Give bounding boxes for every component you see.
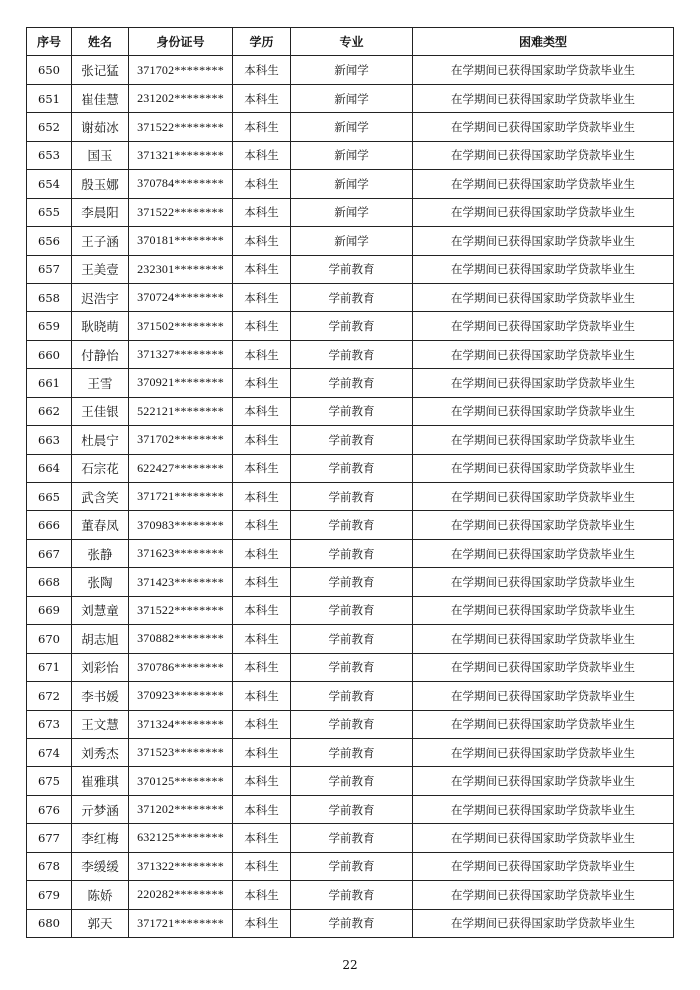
- difficulty-type-cell: 在学期间已获得国家助学贷款毕业生: [413, 397, 674, 425]
- education-cell: 本科生: [233, 141, 291, 169]
- id-number-cell: 371702********: [129, 56, 233, 84]
- id-number-cell: 522121********: [129, 397, 233, 425]
- id-number-cell: 370724********: [129, 283, 233, 311]
- table-row: [27, 340, 674, 368]
- major-cell: 学前教育: [291, 340, 413, 368]
- id-number-cell: 371522********: [129, 113, 233, 141]
- header-name: 姓名: [72, 28, 129, 56]
- major-cell: 学前教育: [291, 795, 413, 823]
- id-number-cell: 371721********: [129, 483, 233, 511]
- education-cell: 本科生: [233, 397, 291, 425]
- serial-number-cell: 667: [27, 539, 72, 567]
- table-row: [27, 596, 674, 624]
- id-number-cell: 370125********: [129, 767, 233, 795]
- name-cell: 张记猛: [72, 56, 129, 84]
- serial-number-cell: 654: [27, 170, 72, 198]
- difficulty-type-cell: 在学期间已获得国家助学贷款毕业生: [413, 56, 674, 84]
- table-row: [27, 881, 674, 909]
- education-cell: 本科生: [233, 767, 291, 795]
- serial-number-cell: 658: [27, 283, 72, 311]
- education-cell: 本科生: [233, 596, 291, 624]
- id-number-cell: 371522********: [129, 596, 233, 624]
- table-row: [27, 852, 674, 880]
- serial-number-cell: 679: [27, 881, 72, 909]
- name-cell: 殷玉娜: [72, 170, 129, 198]
- difficulty-type-cell: 在学期间已获得国家助学贷款毕业生: [413, 84, 674, 112]
- education-cell: 本科生: [233, 255, 291, 283]
- table-row: [27, 227, 674, 255]
- id-number-cell: 371321********: [129, 141, 233, 169]
- difficulty-type-cell: 在学期间已获得国家助学贷款毕业生: [413, 198, 674, 226]
- name-cell: 国玉: [72, 141, 129, 169]
- major-cell: 学前教育: [291, 312, 413, 340]
- major-cell: 学前教育: [291, 255, 413, 283]
- header-id-number: 身份证号: [129, 28, 233, 56]
- table-header-row: [27, 28, 674, 56]
- id-number-cell: 371523********: [129, 738, 233, 766]
- major-cell: 学前教育: [291, 397, 413, 425]
- serial-number-cell: 672: [27, 682, 72, 710]
- serial-number-cell: 673: [27, 710, 72, 738]
- difficulty-type-cell: 在学期间已获得国家助学贷款毕业生: [413, 795, 674, 823]
- id-number-cell: 370181********: [129, 227, 233, 255]
- serial-number-cell: 665: [27, 483, 72, 511]
- table-row: [27, 426, 674, 454]
- education-cell: 本科生: [233, 511, 291, 539]
- major-cell: 学前教育: [291, 767, 413, 795]
- difficulty-type-cell: 在学期间已获得国家助学贷款毕业生: [413, 227, 674, 255]
- name-cell: 王子涵: [72, 227, 129, 255]
- table-row: [27, 483, 674, 511]
- table-row: [27, 824, 674, 852]
- name-cell: 王佳银: [72, 397, 129, 425]
- difficulty-type-cell: 在学期间已获得国家助学贷款毕业生: [413, 767, 674, 795]
- major-cell: 学前教育: [291, 682, 413, 710]
- major-cell: 学前教育: [291, 824, 413, 852]
- education-cell: 本科生: [233, 881, 291, 909]
- serial-number-cell: 663: [27, 426, 72, 454]
- id-number-cell: 371423********: [129, 568, 233, 596]
- name-cell: 亓梦涵: [72, 795, 129, 823]
- table-row: [27, 312, 674, 340]
- education-cell: 本科生: [233, 170, 291, 198]
- education-cell: 本科生: [233, 824, 291, 852]
- serial-number-cell: 664: [27, 454, 72, 482]
- difficulty-type-cell: 在学期间已获得国家助学贷款毕业生: [413, 682, 674, 710]
- education-cell: 本科生: [233, 710, 291, 738]
- name-cell: 张陶: [72, 568, 129, 596]
- difficulty-type-cell: 在学期间已获得国家助学贷款毕业生: [413, 426, 674, 454]
- difficulty-type-cell: 在学期间已获得国家助学贷款毕业生: [413, 653, 674, 681]
- name-cell: 李晨阳: [72, 198, 129, 226]
- serial-number-cell: 659: [27, 312, 72, 340]
- table-row: [27, 625, 674, 653]
- education-cell: 本科生: [233, 84, 291, 112]
- serial-number-cell: 671: [27, 653, 72, 681]
- table-row: [27, 397, 674, 425]
- education-cell: 本科生: [233, 738, 291, 766]
- header-education: 学历: [233, 28, 291, 56]
- id-number-cell: 371502********: [129, 312, 233, 340]
- serial-number-cell: 675: [27, 767, 72, 795]
- table-row: [27, 454, 674, 482]
- name-cell: 李书媛: [72, 682, 129, 710]
- table-row: [27, 198, 674, 226]
- major-cell: 学前教育: [291, 568, 413, 596]
- major-cell: 新闻学: [291, 84, 413, 112]
- difficulty-type-cell: 在学期间已获得国家助学贷款毕业生: [413, 881, 674, 909]
- major-cell: 学前教育: [291, 909, 413, 937]
- name-cell: 王文慧: [72, 710, 129, 738]
- education-cell: 本科生: [233, 283, 291, 311]
- major-cell: 学前教育: [291, 283, 413, 311]
- name-cell: 王美壹: [72, 255, 129, 283]
- name-cell: 董春凤: [72, 511, 129, 539]
- difficulty-type-cell: 在学期间已获得国家助学贷款毕业生: [413, 113, 674, 141]
- difficulty-type-cell: 在学期间已获得国家助学贷款毕业生: [413, 568, 674, 596]
- education-cell: 本科生: [233, 369, 291, 397]
- major-cell: 学前教育: [291, 625, 413, 653]
- education-cell: 本科生: [233, 539, 291, 567]
- difficulty-type-cell: 在学期间已获得国家助学贷款毕业生: [413, 511, 674, 539]
- table-row: [27, 255, 674, 283]
- difficulty-type-cell: 在学期间已获得国家助学贷款毕业生: [413, 369, 674, 397]
- name-cell: 崔雅琪: [72, 767, 129, 795]
- id-number-cell: 231202********: [129, 84, 233, 112]
- difficulty-type-cell: 在学期间已获得国家助学贷款毕业生: [413, 283, 674, 311]
- name-cell: 刘慧童: [72, 596, 129, 624]
- serial-number-cell: 669: [27, 596, 72, 624]
- table-row: [27, 113, 674, 141]
- name-cell: 迟浩宇: [72, 283, 129, 311]
- table-row: [27, 56, 674, 84]
- serial-number-cell: 661: [27, 369, 72, 397]
- table-row: [27, 710, 674, 738]
- id-number-cell: 371721********: [129, 909, 233, 937]
- student-roster-table: [26, 27, 674, 938]
- major-cell: 学前教育: [291, 710, 413, 738]
- major-cell: 新闻学: [291, 227, 413, 255]
- major-cell: 学前教育: [291, 653, 413, 681]
- id-number-cell: 371324********: [129, 710, 233, 738]
- major-cell: 学前教育: [291, 483, 413, 511]
- name-cell: 李缓缓: [72, 852, 129, 880]
- id-number-cell: 370784********: [129, 170, 233, 198]
- serial-number-cell: 657: [27, 255, 72, 283]
- id-number-cell: 370882********: [129, 625, 233, 653]
- serial-number-cell: 677: [27, 824, 72, 852]
- id-number-cell: 370923********: [129, 682, 233, 710]
- serial-number-cell: 676: [27, 795, 72, 823]
- name-cell: 李红梅: [72, 824, 129, 852]
- serial-number-cell: 662: [27, 397, 72, 425]
- table-row: [27, 539, 674, 567]
- id-number-cell: 632125********: [129, 824, 233, 852]
- education-cell: 本科生: [233, 852, 291, 880]
- serial-number-cell: 651: [27, 84, 72, 112]
- name-cell: 陈娇: [72, 881, 129, 909]
- difficulty-type-cell: 在学期间已获得国家助学贷款毕业生: [413, 454, 674, 482]
- page-number: 22: [342, 958, 358, 972]
- difficulty-type-cell: 在学期间已获得国家助学贷款毕业生: [413, 255, 674, 283]
- serial-number-cell: 660: [27, 340, 72, 368]
- name-cell: 杜晨宁: [72, 426, 129, 454]
- major-cell: 学前教育: [291, 426, 413, 454]
- education-cell: 本科生: [233, 568, 291, 596]
- difficulty-type-cell: 在学期间已获得国家助学贷款毕业生: [413, 909, 674, 937]
- education-cell: 本科生: [233, 340, 291, 368]
- table-row: [27, 511, 674, 539]
- education-cell: 本科生: [233, 795, 291, 823]
- table-row: [27, 682, 674, 710]
- id-number-cell: 371522********: [129, 198, 233, 226]
- difficulty-type-cell: 在学期间已获得国家助学贷款毕业生: [413, 710, 674, 738]
- serial-number-cell: 674: [27, 738, 72, 766]
- id-number-cell: 622427********: [129, 454, 233, 482]
- major-cell: 学前教育: [291, 738, 413, 766]
- name-cell: 胡志旭: [72, 625, 129, 653]
- major-cell: 学前教育: [291, 539, 413, 567]
- education-cell: 本科生: [233, 682, 291, 710]
- serial-number-cell: 668: [27, 568, 72, 596]
- major-cell: 学前教育: [291, 454, 413, 482]
- serial-number-cell: 680: [27, 909, 72, 937]
- table-row: [27, 84, 674, 112]
- difficulty-type-cell: 在学期间已获得国家助学贷款毕业生: [413, 738, 674, 766]
- difficulty-type-cell: 在学期间已获得国家助学贷款毕业生: [413, 141, 674, 169]
- education-cell: 本科生: [233, 483, 291, 511]
- serial-number-cell: 666: [27, 511, 72, 539]
- name-cell: 张静: [72, 539, 129, 567]
- education-cell: 本科生: [233, 312, 291, 340]
- education-cell: 本科生: [233, 653, 291, 681]
- major-cell: 新闻学: [291, 170, 413, 198]
- serial-number-cell: 650: [27, 56, 72, 84]
- table-row: [27, 738, 674, 766]
- table-row: [27, 283, 674, 311]
- name-cell: 刘秀杰: [72, 738, 129, 766]
- header-difficulty-type: 困难类型: [413, 28, 674, 56]
- difficulty-type-cell: 在学期间已获得国家助学贷款毕业生: [413, 625, 674, 653]
- difficulty-type-cell: 在学期间已获得国家助学贷款毕业生: [413, 312, 674, 340]
- education-cell: 本科生: [233, 454, 291, 482]
- education-cell: 本科生: [233, 426, 291, 454]
- header-major: 专业: [291, 28, 413, 56]
- education-cell: 本科生: [233, 198, 291, 226]
- major-cell: 新闻学: [291, 141, 413, 169]
- table-row: [27, 909, 674, 937]
- name-cell: 郭天: [72, 909, 129, 937]
- table-row: [27, 795, 674, 823]
- id-number-cell: 371202********: [129, 795, 233, 823]
- difficulty-type-cell: 在学期间已获得国家助学贷款毕业生: [413, 596, 674, 624]
- name-cell: 刘彩怡: [72, 653, 129, 681]
- id-number-cell: 371327********: [129, 340, 233, 368]
- table-body: [27, 56, 674, 938]
- major-cell: 学前教育: [291, 881, 413, 909]
- id-number-cell: 371322********: [129, 852, 233, 880]
- table-row: [27, 369, 674, 397]
- name-cell: 崔佳慧: [72, 84, 129, 112]
- serial-number-cell: 653: [27, 141, 72, 169]
- education-cell: 本科生: [233, 113, 291, 141]
- table-row: [27, 170, 674, 198]
- id-number-cell: 232301********: [129, 255, 233, 283]
- name-cell: 王雪: [72, 369, 129, 397]
- education-cell: 本科生: [233, 909, 291, 937]
- major-cell: 新闻学: [291, 56, 413, 84]
- id-number-cell: 370786********: [129, 653, 233, 681]
- table-row: [27, 653, 674, 681]
- major-cell: 新闻学: [291, 113, 413, 141]
- major-cell: 学前教育: [291, 852, 413, 880]
- education-cell: 本科生: [233, 56, 291, 84]
- name-cell: 耿晓萌: [72, 312, 129, 340]
- education-cell: 本科生: [233, 227, 291, 255]
- education-cell: 本科生: [233, 625, 291, 653]
- difficulty-type-cell: 在学期间已获得国家助学贷款毕业生: [413, 170, 674, 198]
- id-number-cell: 371623********: [129, 539, 233, 567]
- id-number-cell: 371702********: [129, 426, 233, 454]
- id-number-cell: 220282********: [129, 881, 233, 909]
- difficulty-type-cell: 在学期间已获得国家助学贷款毕业生: [413, 483, 674, 511]
- name-cell: 谢茹冰: [72, 113, 129, 141]
- major-cell: 学前教育: [291, 511, 413, 539]
- serial-number-cell: 656: [27, 227, 72, 255]
- id-number-cell: 370921********: [129, 369, 233, 397]
- serial-number-cell: 655: [27, 198, 72, 226]
- major-cell: 新闻学: [291, 198, 413, 226]
- difficulty-type-cell: 在学期间已获得国家助学贷款毕业生: [413, 340, 674, 368]
- difficulty-type-cell: 在学期间已获得国家助学贷款毕业生: [413, 539, 674, 567]
- id-number-cell: 370983********: [129, 511, 233, 539]
- name-cell: 石宗花: [72, 454, 129, 482]
- major-cell: 学前教育: [291, 369, 413, 397]
- table-row: [27, 141, 674, 169]
- name-cell: 武含笑: [72, 483, 129, 511]
- serial-number-cell: 652: [27, 113, 72, 141]
- serial-number-cell: 678: [27, 852, 72, 880]
- table-row: [27, 767, 674, 795]
- table-row: [27, 568, 674, 596]
- name-cell: 付静怡: [72, 340, 129, 368]
- major-cell: 学前教育: [291, 596, 413, 624]
- difficulty-type-cell: 在学期间已获得国家助学贷款毕业生: [413, 824, 674, 852]
- header-serial-number: 序号: [27, 28, 72, 56]
- serial-number-cell: 670: [27, 625, 72, 653]
- difficulty-type-cell: 在学期间已获得国家助学贷款毕业生: [413, 852, 674, 880]
